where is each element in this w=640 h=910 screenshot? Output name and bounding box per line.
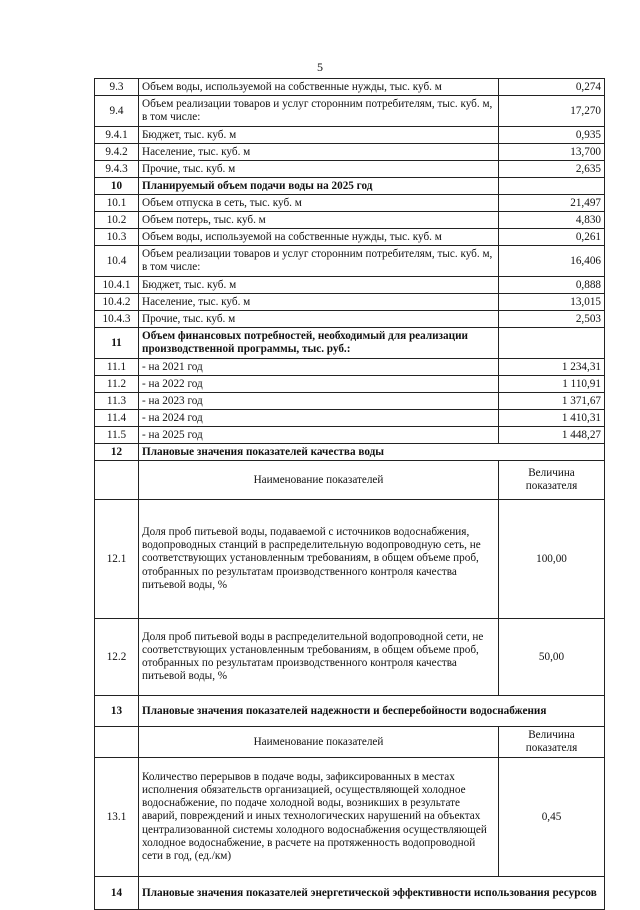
row-label: Прочие, тыс. куб. м — [139, 161, 499, 178]
table-row — [95, 427, 605, 444]
row-number: 10.4 — [95, 246, 139, 277]
row-label: Население, тыс. куб. м — [139, 144, 499, 161]
row-number: 9.4.2 — [95, 144, 139, 161]
row-value: 0,888 — [499, 277, 605, 294]
table-row — [95, 359, 605, 376]
row-number: 10.2 — [95, 212, 139, 229]
empty-cell — [499, 328, 605, 359]
row-value: 1 410,31 — [499, 410, 605, 427]
row-value: 1 234,31 — [499, 359, 605, 376]
row-label: Объем реализации товаров и услуг сторонним потребителям, тыс. куб. м, в том числе: — [139, 246, 499, 277]
table-row — [95, 311, 605, 328]
table-row — [95, 144, 605, 161]
table-row — [95, 500, 605, 619]
table-row — [95, 195, 605, 212]
row-value: 16,406 — [499, 246, 605, 277]
row-number: 10.1 — [95, 195, 139, 212]
column-header-row — [95, 727, 605, 758]
section-number: 10 — [95, 178, 139, 195]
row-value: 13,015 — [499, 294, 605, 311]
table-row — [95, 229, 605, 246]
row-label: - на 2024 год — [139, 410, 499, 427]
row-number: 12.2 — [95, 619, 139, 696]
table-row — [95, 79, 605, 96]
page-number: 5 — [317, 60, 323, 74]
row-label: Бюджет, тыс. куб. м — [139, 127, 499, 144]
row-number: 9.3 — [95, 79, 139, 96]
row-value: 0,274 — [499, 79, 605, 96]
row-label: - на 2022 год — [139, 376, 499, 393]
row-number: 11.1 — [95, 359, 139, 376]
row-label: - на 2023 год — [139, 393, 499, 410]
row-label: - на 2025 год — [139, 427, 499, 444]
column-header-row — [95, 461, 605, 500]
section-header-row — [95, 444, 605, 461]
section-number: 14 — [95, 877, 139, 910]
table-row — [95, 277, 605, 294]
row-label: Объем воды, используемой на собственные нужды, тыс. куб. м — [139, 229, 499, 246]
row-value: 17,270 — [499, 96, 605, 127]
section-header-row — [95, 178, 605, 195]
section-title: Объем финансовых потребностей, необходимый для реализации производственной программы, тыс. руб.: — [139, 328, 499, 359]
row-value: 21,497 — [499, 195, 605, 212]
section-header-row — [95, 328, 605, 359]
section-number: 11 — [95, 328, 139, 359]
table-row — [95, 246, 605, 277]
row-number: 9.4.3 — [95, 161, 139, 178]
row-value: 0,261 — [499, 229, 605, 246]
row-number: 11.2 — [95, 376, 139, 393]
row-number: 11.3 — [95, 393, 139, 410]
column-header-value: Величина показателя — [499, 727, 605, 758]
indicators-table — [94, 78, 605, 910]
empty-cell — [95, 461, 139, 500]
table-row — [95, 376, 605, 393]
row-label: Бюджет, тыс. куб. м — [139, 277, 499, 294]
row-label: Объем потерь, тыс. куб. м — [139, 212, 499, 229]
column-header-name: Наименование показателей — [139, 461, 499, 500]
row-number: 11.5 — [95, 427, 139, 444]
row-number: 10.3 — [95, 229, 139, 246]
table-row — [95, 393, 605, 410]
row-value: 1 448,27 — [499, 427, 605, 444]
row-number: 12.1 — [95, 500, 139, 619]
section-header-row — [95, 696, 605, 727]
row-value: 1 371,67 — [499, 393, 605, 410]
row-label: Прочие, тыс. куб. м — [139, 311, 499, 328]
row-label: - на 2021 год — [139, 359, 499, 376]
row-value: 50,00 — [499, 619, 605, 696]
row-number: 9.4.1 — [95, 127, 139, 144]
row-value: 4,830 — [499, 212, 605, 229]
section-title: Плановые значения показателей энергетической эффективности использования ресурсов — [139, 877, 605, 910]
section-title: Плановые значения показателей качества воды — [139, 444, 605, 461]
row-value: 2,503 — [499, 311, 605, 328]
empty-cell — [95, 727, 139, 758]
row-label: Объем воды, используемой на собственные нужды, тыс. куб. м — [139, 79, 499, 96]
table-row — [95, 294, 605, 311]
row-value: 13,700 — [499, 144, 605, 161]
row-label: Количество перерывов в подаче воды, зафиксированных в местах исполнения обязательств организацией, осуществляющей холодное водоснабжение, по подаче холодной воды, возникших в результате аварий, повреждений и иных технологических нарушений на объектах централизованной системы холодного водоснабжения осуществляющей холодное водоснабжение, в расчете на протяженность водопроводной сети в год, (ед./км) — [139, 758, 499, 877]
row-label: Население, тыс. куб. м — [139, 294, 499, 311]
section-number: 12 — [95, 444, 139, 461]
row-value: 0,935 — [499, 127, 605, 144]
row-label: Доля проб питьевой воды, подаваемой с источников водоснабжения, водопроводных станций в распределительную водопроводную сеть, не соответствующих установленным требованиям, в общем объеме проб, отобранных по результатам производственного контроля качества питьевой воды, % — [139, 500, 499, 619]
table-row — [95, 96, 605, 127]
row-label: Объем реализации товаров и услуг сторонним потребителям, тыс. куб. м, в том числе: — [139, 96, 499, 127]
table-row — [95, 758, 605, 877]
row-label: Объем отпуска в сеть, тыс. куб. м — [139, 195, 499, 212]
table-row — [95, 127, 605, 144]
row-value: 2,635 — [499, 161, 605, 178]
row-number: 13.1 — [95, 758, 139, 877]
section-title: Плановые значения показателей надежности и бесперебойности водоснабжения — [139, 696, 605, 727]
row-value: 1 110,91 — [499, 376, 605, 393]
empty-cell — [499, 178, 605, 195]
row-number: 9.4 — [95, 96, 139, 127]
section-number: 13 — [95, 696, 139, 727]
row-number: 10.4.3 — [95, 311, 139, 328]
table-row — [95, 161, 605, 178]
table-row — [95, 410, 605, 427]
row-value: 100,00 — [499, 500, 605, 619]
row-number: 11.4 — [95, 410, 139, 427]
column-header-value: Величина показателя — [499, 461, 605, 500]
row-number: 10.4.1 — [95, 277, 139, 294]
section-title: Планируемый объем подачи воды на 2025 год — [139, 178, 499, 195]
row-label: Доля проб питьевой воды в распределительной водопроводной сети, не соответствующих установленным требованиям, в общем объеме проб, отобранных по результатам производственного контроля качества питьевой воды, % — [139, 619, 499, 696]
row-number: 10.4.2 — [95, 294, 139, 311]
column-header-name: Наименование показателей — [139, 727, 499, 758]
table-row — [95, 212, 605, 229]
row-value: 0,45 — [499, 758, 605, 877]
table-row — [95, 619, 605, 696]
